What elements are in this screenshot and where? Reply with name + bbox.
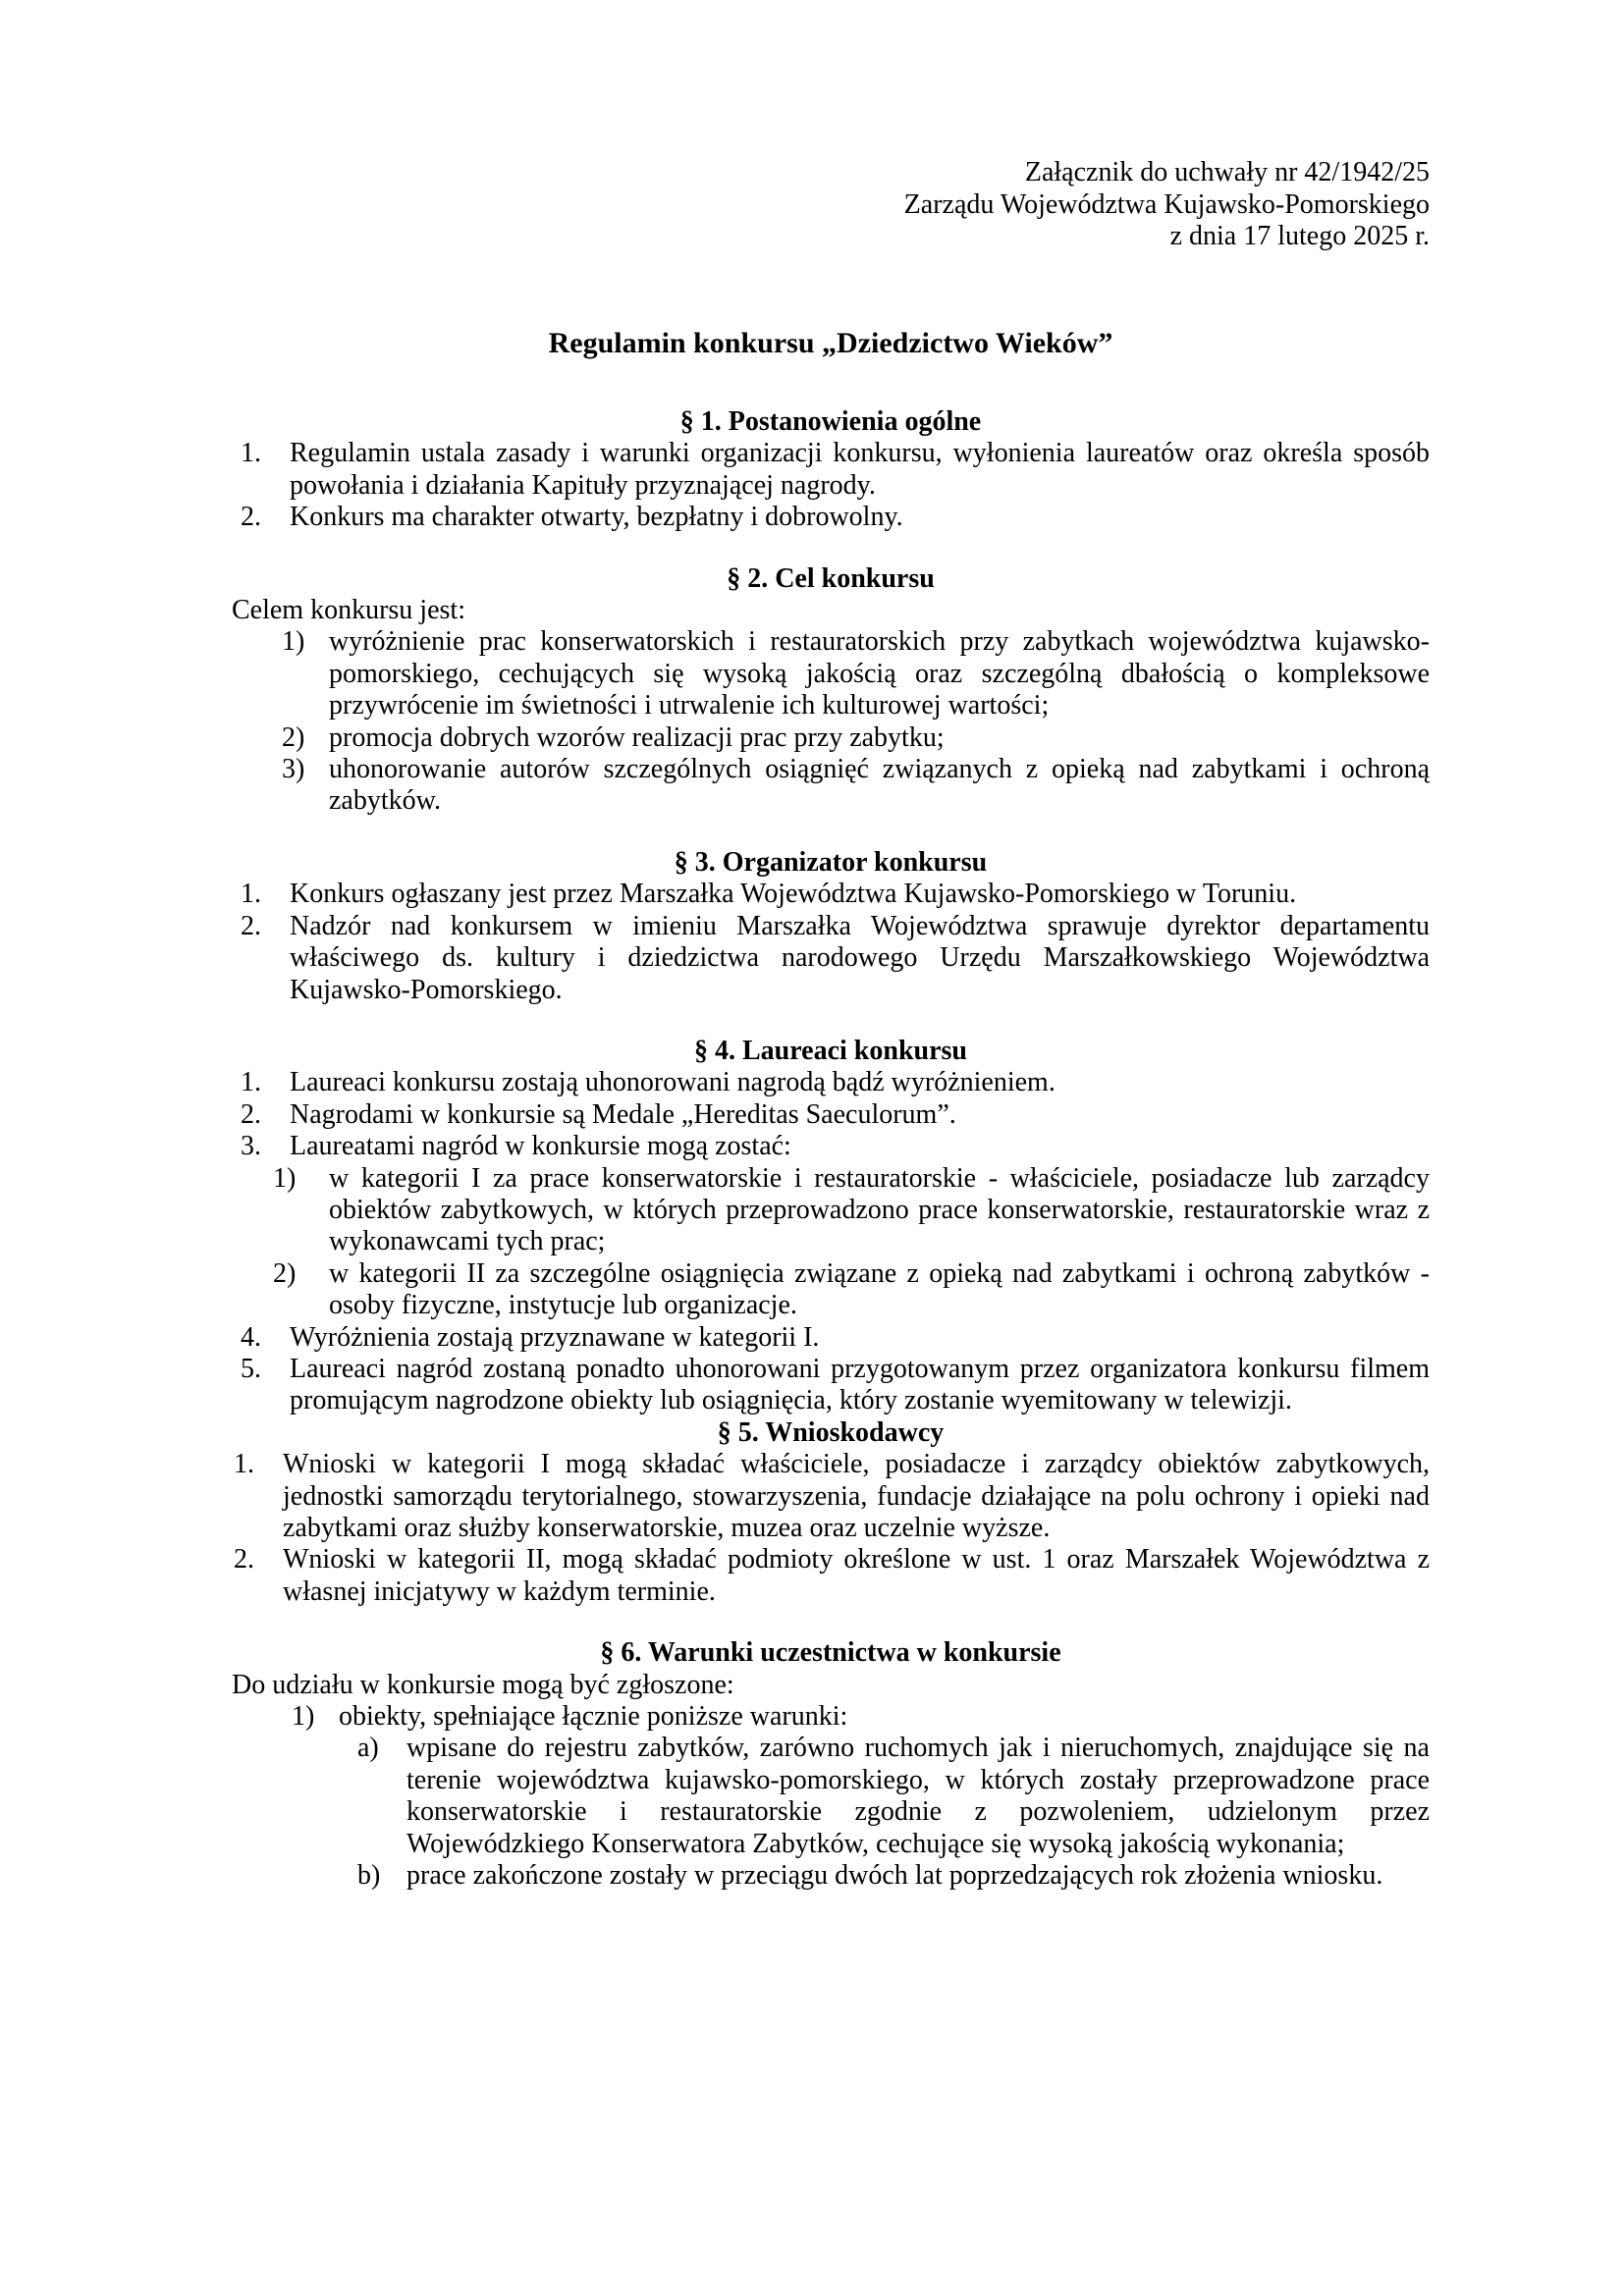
section-heading: § 4. Laureaci konkursu [694, 1035, 967, 1066]
section-5 [232, 1417, 1430, 1608]
list-item [232, 1131, 1430, 1162]
sub-list-item [232, 1860, 1430, 1892]
item-text: Nadzór nad konkursem w imieniu Marszałka Województwa sprawuje dyrektor departamentu właściwego ds. kultury i dziedzictwa narodowego Urzędu Marszałkowskiego Województwa Kujawsko-Pomorskiego. [290, 910, 1430, 1005]
item-number: 4. [241, 1321, 261, 1353]
list-item [232, 626, 1430, 721]
list-item [232, 1701, 1430, 1733]
list-item [232, 1354, 1430, 1417]
section-6 [232, 1637, 1430, 1892]
header-date-line: z dnia 17 lutego 2025 r. [1169, 221, 1430, 251]
section-2 [232, 563, 1430, 818]
item-number: 1. [234, 1449, 254, 1480]
sub-list-item [232, 1163, 1430, 1258]
sub-list-item [232, 1733, 1430, 1860]
item-number: 1) [273, 1162, 297, 1194]
item-letter: b) [357, 1860, 381, 1892]
item-letter: a) [357, 1733, 379, 1764]
list-item [232, 879, 1430, 910]
item-text: wpisane do rejestru zabytków, zarówno ruchomych jak i nieruchomych, znajdujące się na terenie województwa kujawsko-pomorskiego, w których zostały przeprowadzone prace konserwatorskie i restauratorskie zgodnie z pozwoleniem, udzielonym przez Wojewódzkiego Konserwatora Zabytków, cechujące się wysoką jakością wykonania; [406, 1733, 1430, 1859]
header-board-line: Zarządu Województwa Kujawsko-Pomorskiego [903, 188, 1430, 220]
section-4 [232, 1036, 1430, 1417]
list-item [232, 1099, 1430, 1131]
section-heading: § 2. Cel konkursu [727, 562, 935, 594]
document-body [232, 326, 1430, 1892]
section-heading: § 6. Warunki uczestnictwa w konkursie [600, 1637, 1061, 1669]
item-number: 2) [282, 721, 305, 753]
item-text: Wyróżnienia zostają przyznawane w kategorii I. [290, 1321, 820, 1353]
section-1 [232, 406, 1430, 534]
list-item [232, 722, 1430, 754]
list-item [232, 1322, 1430, 1354]
section-3 [232, 847, 1430, 1006]
item-text: w kategorii I za prace konserwatorskie i restauratorskie - właściciele, posiadacze lub zarządcy obiektów zabytkowych, w których przeprowadzono prace konserwatorskie, restauratorskie wraz z wykonawcami tych prac; [329, 1162, 1430, 1257]
item-text: Regulamin ustala zasady i warunki organizacji konkursu, wyłonienia laureatów oraz określa sposób powołania i działania Kapituły przyznającej nagrody. [290, 438, 1430, 501]
section-intro: Do udziału w konkursie mogą być zgłoszone: [232, 1669, 734, 1700]
header-resolution-line: Załącznik do uchwały nr 42/1942/25 [1024, 157, 1430, 187]
item-number: 2. [241, 910, 261, 941]
list-item [232, 1067, 1430, 1098]
section-heading: § 5. Wnioskodawcy [717, 1416, 945, 1448]
item-number: 1. [241, 1067, 261, 1098]
item-text: Laureaci nagród zostaną ponadto uhonorowani przygotowanym przez organizatora konkursu filmem promującym nagrodzone obiekty lub osiągnięcia, który zostanie wyemitowany w telewizji. [290, 1353, 1430, 1416]
item-text: prace zakończone zostały w przeciągu dwóch lat poprzedzających rok złożenia wniosku. [406, 1860, 1383, 1892]
item-number: 2. [241, 502, 261, 533]
item-number: 1. [241, 879, 261, 910]
item-number: 2. [234, 1544, 254, 1575]
document-title: Regulamin konkursu „Dziedzictwo Wieków” [548, 327, 1113, 359]
item-text: Wnioski w kategorii I mogą składać właściciele, posiadacze i zarządcy obiektów zabytkowych, jednostki samorządu terytorialnego, stowarzyszenia, fundacje działające na polu ochrony i opieki nad zabytkami oraz służby konserwatorskie, muzea oraz uczelnie wyższe. [283, 1449, 1430, 1543]
list-item [232, 911, 1430, 1006]
list-item [232, 502, 1430, 533]
item-number: 3) [282, 754, 305, 785]
item-number: 1. [241, 438, 261, 469]
section-intro: Celem konkursu jest: [232, 595, 465, 626]
list-item [232, 754, 1430, 818]
item-number: 2) [273, 1257, 297, 1289]
item-number: 1) [282, 626, 305, 658]
item-text: Konkurs ma charakter otwarty, bezpłatny i dobrowolny. [290, 502, 903, 533]
list-item [232, 1449, 1430, 1544]
item-text: Laureaci konkursu zostają uhonorowani nagrodą bądź wyróżnieniem. [290, 1067, 1056, 1098]
attachment-header [904, 157, 1430, 253]
item-number: 5. [241, 1353, 261, 1384]
item-number: 2. [241, 1098, 261, 1130]
item-text: promocja dobrych wzorów realizacji prac przy zabytku; [329, 721, 945, 753]
section-heading: § 3. Organizator konkursu [674, 846, 988, 878]
list-item [232, 438, 1430, 502]
item-text: w kategorii II za szczególne osiągnięcia związane z opieką nad zabytkami i ochroną zabytków - osoby fizyczne, instytucje lub organizacje. [329, 1257, 1430, 1321]
item-text: wyróżnienie prac konserwatorskich i restauratorskich przy zabytkach województwa kujawsko-pomorskiego, cechujących się wysoką jakością oraz szczególną dbałością o kompleksowe przywrócenie im świetności i utrwalenie ich kulturowej wartości; [329, 626, 1430, 721]
item-text: Wnioski w kategorii II, mogą składać podmioty określone w ust. 1 oraz Marszałek Województwa z własnej inicjatywy w każdym terminie. [283, 1544, 1430, 1607]
section-heading: § 1. Postanowienia ogólne [679, 406, 982, 437]
item-text: Laureatami nagród w konkursie mogą zostać: [290, 1131, 791, 1162]
item-text: uhonorowanie autorów szczególnych osiągnięć związanych z opieką nad zabytkami i ochroną zabytków. [329, 754, 1430, 817]
item-text: Konkurs ogłaszany jest przez Marszałka Województwa Kujawsko-Pomorskiego w Toruniu. [290, 879, 1297, 910]
item-number: 3. [241, 1131, 261, 1162]
item-number: 1) [292, 1701, 315, 1733]
list-item [232, 1544, 1430, 1608]
item-text: Nagrodami w konkursie są Medale „Hereditas Saeculorum”. [290, 1098, 956, 1130]
item-text: obiekty, spełniające łącznie poniższe warunki: [339, 1701, 848, 1733]
sub-list-item [232, 1258, 1430, 1322]
